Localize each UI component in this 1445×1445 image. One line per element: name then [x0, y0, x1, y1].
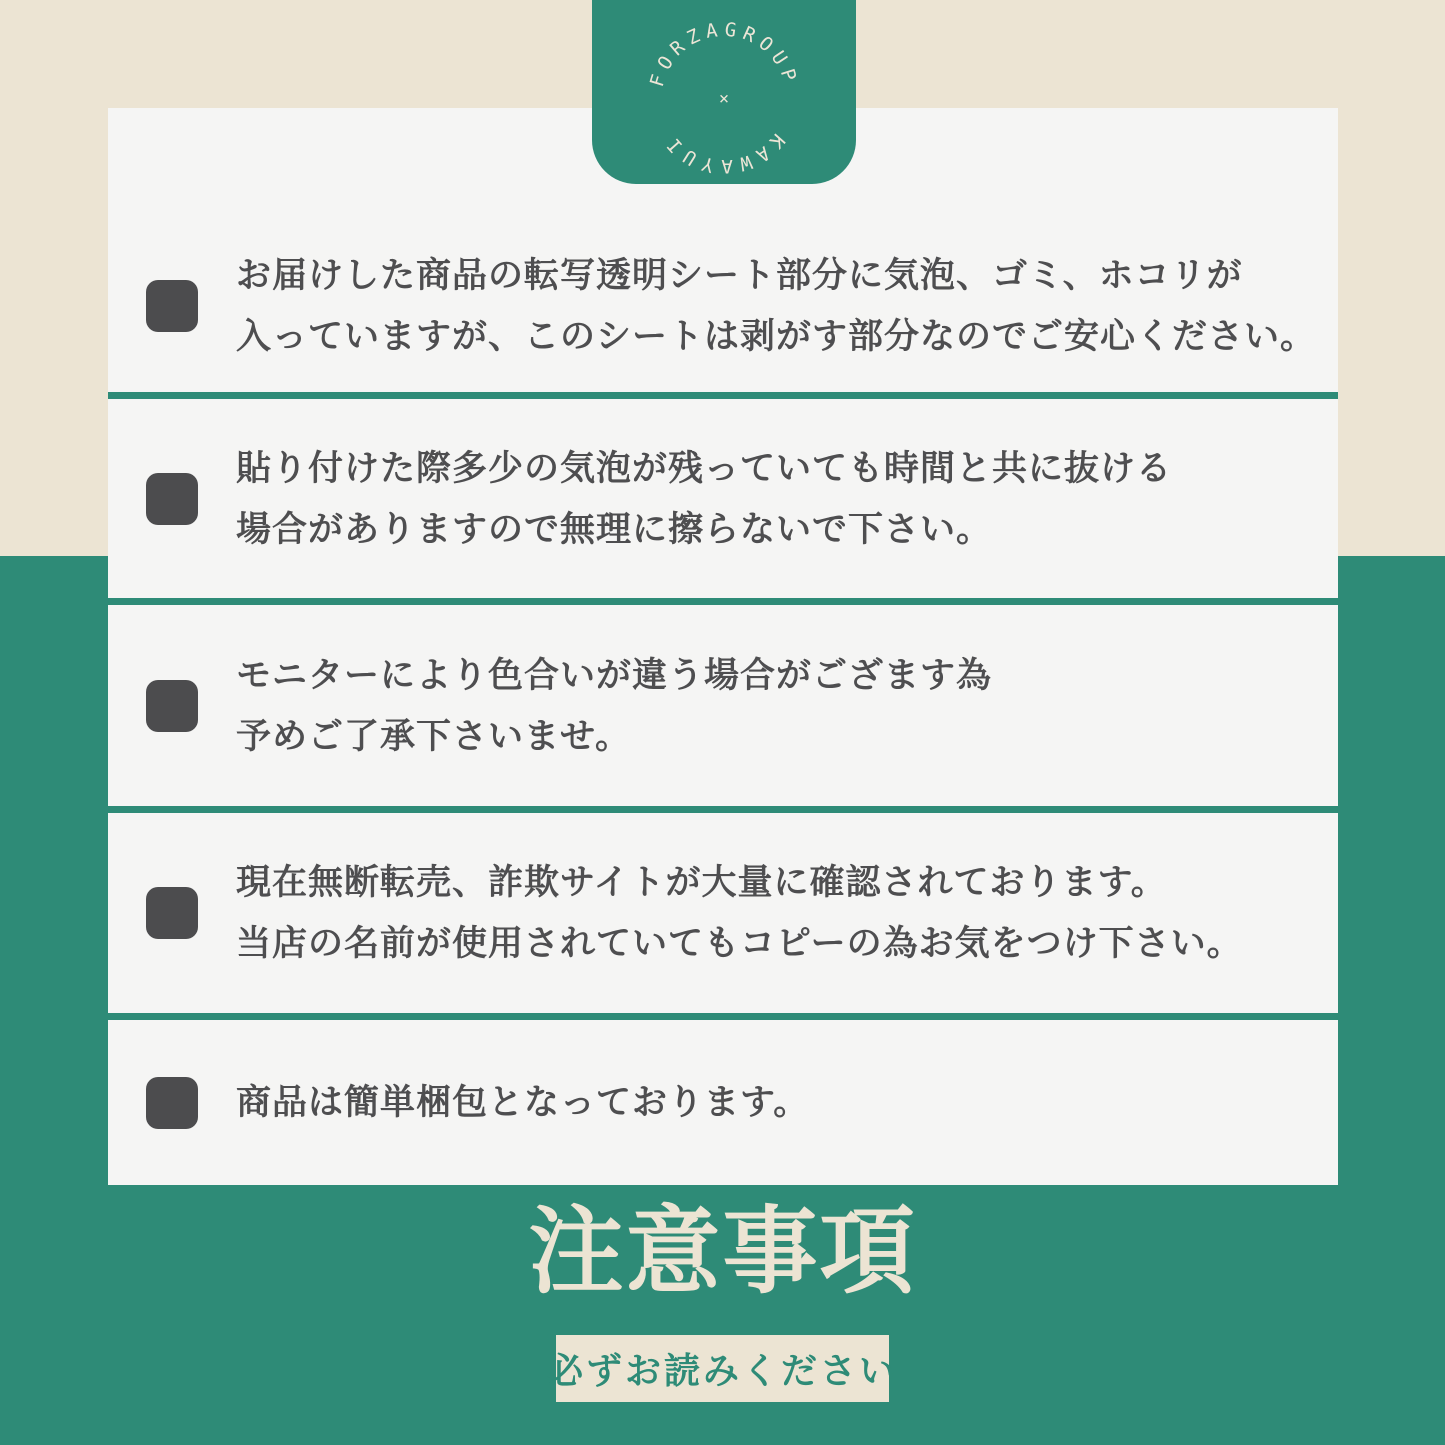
brand-circle-logo	[592, 0, 856, 184]
divider	[108, 598, 1338, 605]
checkbox-icon	[146, 887, 198, 939]
notice-text	[236, 1072, 809, 1133]
checkbox-icon	[146, 280, 198, 332]
checkbox-icon	[146, 473, 198, 525]
notice-line: 場合がありますので無理に擦らないで下さい。	[236, 509, 993, 549]
divider	[108, 1013, 1338, 1020]
notice-line: 貼り付けた際多少の気泡が残っていても時間と共に抜ける	[236, 448, 1173, 488]
notice-line: 現在無断転売、詐欺サイトが大量に確認されております。	[236, 863, 1167, 902]
notice-line: 予めご了承下さいませ。	[236, 716, 631, 756]
notice-text	[236, 852, 1243, 974]
divider	[108, 806, 1338, 813]
notice-line: 入っていますが、このシートは剥がす部分なのでご安心ください。	[236, 317, 1317, 356]
cross-icon: ×	[718, 89, 730, 109]
notice-item	[108, 605, 1338, 806]
notice-line: お届けした商品の転写透明シート部分に気泡、ゴミ、ホコリが	[236, 256, 1243, 295]
notice-text	[236, 245, 1316, 367]
notice-item	[108, 1020, 1338, 1185]
brand-badge	[592, 0, 856, 184]
notice-line: 当店の名前が使用されていてもコピーの為お気をつけ下さい。	[236, 924, 1243, 963]
notice-text	[236, 438, 1172, 560]
notice-line: モニターにより色合いが違う場合がござます為	[236, 655, 993, 695]
notice-item	[108, 813, 1338, 1013]
must-read-label: 必ずお読みください	[556, 1335, 889, 1402]
divider	[108, 392, 1338, 399]
notice-list	[108, 108, 1338, 1185]
page-title: 注意事項	[528, 1199, 917, 1305]
brand-name-bottom: KAWAYUI	[659, 129, 789, 177]
notice-text	[236, 645, 992, 767]
brand-name-top: FORZAGROUP	[645, 18, 803, 90]
checkbox-icon	[146, 1077, 198, 1129]
checkbox-icon	[146, 680, 198, 732]
notice-item	[108, 399, 1338, 598]
notice-line: 商品は簡単梱包となっております。	[236, 1083, 810, 1122]
